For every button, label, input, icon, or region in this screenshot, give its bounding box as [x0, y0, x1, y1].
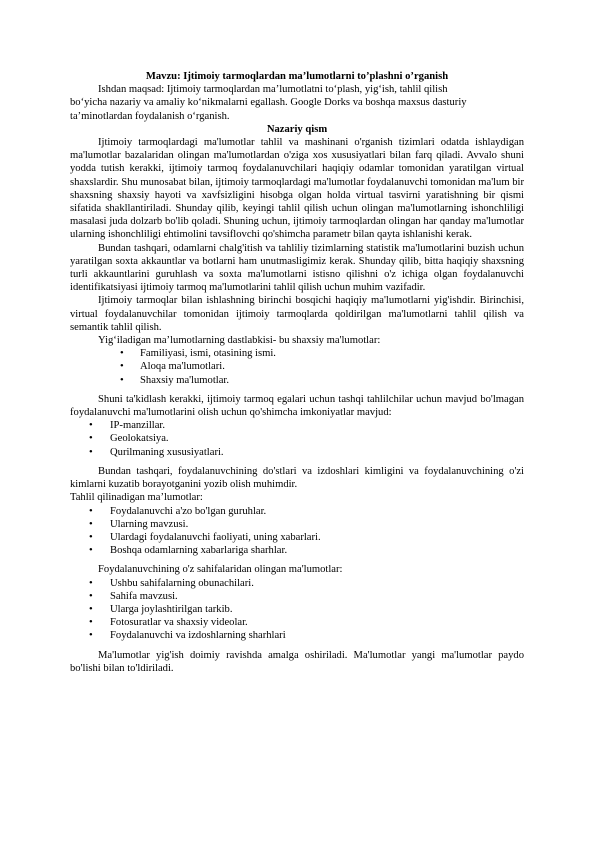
document-body [70, 70, 524, 675]
bullet-icon: • [120, 348, 124, 360]
paragraph-2: Bundan tashqari, odamlarni chalg'itish va tahliliy tizimlarning statistik ma'lumotlarini buzish uchun yaratilgan soxta akkauntlar va botlarni ham unutmasligimiz kerak. Shunday qilib, bitta haqiqiy shaxsning turli akkauntlarini guruhlash va soxta ma'lumotlarni istisno qilishni o'z ichiga olgan foydalanuvchi identifikatsiyasi ijtimoiy tarmoq ma'lumotlarini tahlil qilish uchun muhim vazifadir. [70, 242, 524, 294]
list-item: • Ushbu sahifalarning obunachilari. [89, 577, 254, 589]
paragraph-5: Bundan tashqari, foydalanuvchining do'stlari va izdoshlari kimligini va foydalanuvchining o'zi kimlarni kuzatib borayotganini yozib olish muhimdir. [70, 465, 524, 491]
list-item: • Aloqa ma'lumotlari. [120, 361, 225, 373]
list-item: • Foydalanuvchi a'zo bo'lgan guruhlar. [89, 505, 267, 517]
owner-data-list [70, 419, 524, 459]
aim-line-3: ta’minotlardan foydalanish o‘rganish. [70, 110, 230, 122]
list1-intro: Yig‘iladigan ma’lumotlarning dastlabkisi- bu shaxsiy ma'lumotlar: [98, 335, 381, 347]
personal-data-list [70, 347, 524, 387]
list-item: • Qurilmaning xususiyatlari. [89, 446, 224, 458]
list-item: • Foydalanuvchi va izdoshlarning sharhlari [89, 630, 286, 642]
bullet-icon: • [89, 603, 93, 615]
list-item: • IP-manzillar. [89, 420, 166, 432]
aim-line-1: Ishdan maqsad: Ijtimoiy tarmoqlardan ma’lumotlatni to‘plash, yig‘ish, tahlil qilish [98, 84, 448, 96]
list-item: • Ularga joylashtirilgan tarkib. [89, 603, 233, 615]
bullet-icon: • [89, 420, 93, 432]
analysis-data-list [70, 505, 524, 558]
paragraph-4: Shuni ta'kidlash kerakki, ijtimoiy tarmoq egalari uchun tashqi tahlilchilar uchun mavjud bo'lmagan foydalanuvchi ma'lumotlarini olish uchun qo'shimcha imkoniyatlar mavjud: [70, 393, 524, 419]
list3-intro: Tahlil qilinadigan ma’lumotlar: [70, 492, 203, 504]
paragraph-3: Ijtimoiy tarmoqlar bilan ishlashning birinchi bosqichi haqiqiy ma'lumotlarni yig'ishdir. Birinchisi, virtual foydalanuvchilar tomonidan ijtimoiy tarmoqlarda qoldirilgan ma'lumotlarni tahlil qilish va semantik tahlil qilish. [70, 295, 524, 333]
bullet-icon: • [89, 433, 93, 445]
aim-line-2: bo‘yicha nazariy va amaliy ko‘nikmalarni egallash. Google Dorks va boshqa maxsus dasturiy [70, 97, 467, 109]
list-item: • Geolokatsiya. [89, 433, 169, 445]
list-item: • Ulardagi foydalanuvchi faoliyati, uning xabarlari. [89, 531, 321, 543]
bullet-icon: • [89, 630, 93, 642]
bullet-icon: • [89, 531, 93, 543]
bullet-icon: • [89, 590, 93, 602]
bullet-icon: • [89, 577, 93, 589]
section-heading: Nazariy qism [266, 123, 328, 135]
list-item: • Familiyasi, ismi, otasining ismi. [120, 348, 276, 360]
bullet-icon: • [89, 446, 93, 458]
bullet-icon: • [89, 505, 93, 517]
list-item: • Boshqa odamlarning xabarlariga sharhlar. [89, 545, 288, 557]
bullet-icon: • [89, 617, 93, 629]
bullet-icon: • [120, 361, 124, 373]
own-pages-data-list [70, 577, 524, 643]
bullet-icon: • [89, 545, 93, 557]
list-item: • Fotosuratlar va shaxsiy videolar. [89, 617, 248, 629]
bullet-icon: • [89, 518, 93, 530]
list-item: • Ularning mavzusi. [89, 518, 189, 530]
document-title: Mavzu: Ijtimoiy tarmoqlardan ma’lumotlarni to’plashni o’rganish [145, 71, 449, 82]
list-item: • Sahifa mavzusi. [89, 590, 178, 602]
paragraph-6: Ma'lumotlar yig'ish doimiy ravishda amalga oshiriladi. Ma'lumotlar yangi ma'lumotlar paydo bo'lishi bilan to'ldiriladi. [70, 649, 524, 674]
list-item: • Shaxsiy ma'lumotlar. [120, 374, 230, 386]
list4-intro: Foydalanuvchining o'z sahifalaridan olingan ma'lumotlar: [98, 564, 343, 576]
paragraph-1: Ijtimoiy tarmoqlardagi ma'lumotlar tahlil va mashinani o'rganish tizimlari odatda ishlaydigan ma'lumotlar bazalaridan olingan ma'lumotlardan o'ziga xos xususiyatlari bilan farq qiladi. Avvalo shuni yodda tutish kerakki, ijtimoiy tarmoq foydalanuvchilari haqiqiy odamlar tomonidan yaratilgan virtual shaxslardir. Shu munosabat bilan, ijtimoiy tarmoqlardagi ma'lumotlar foydalanuvchi tomonidan ma'lum bir shaxsning shaxsiy hayoti va xavfsizligini hisobga olgan holda virtual tasvirni yaratishning bir qismi sifatida shakllantiriladi. Shunday qilib, keyingi tahlil qilish uchun olingan ma'lumotlarning ishonchliligi masalasi juda dolzarb bo'lib qoladi. Shuning uchun, ijtimoiy tarmoqlardan olingan har qanday ma'lumotlar ularning ishonchliligi ehtimolini tavsiflovchi qo'shimcha parametr bilan qayta ishlanishi kerak. [70, 137, 524, 241]
bullet-icon: • [120, 374, 124, 386]
